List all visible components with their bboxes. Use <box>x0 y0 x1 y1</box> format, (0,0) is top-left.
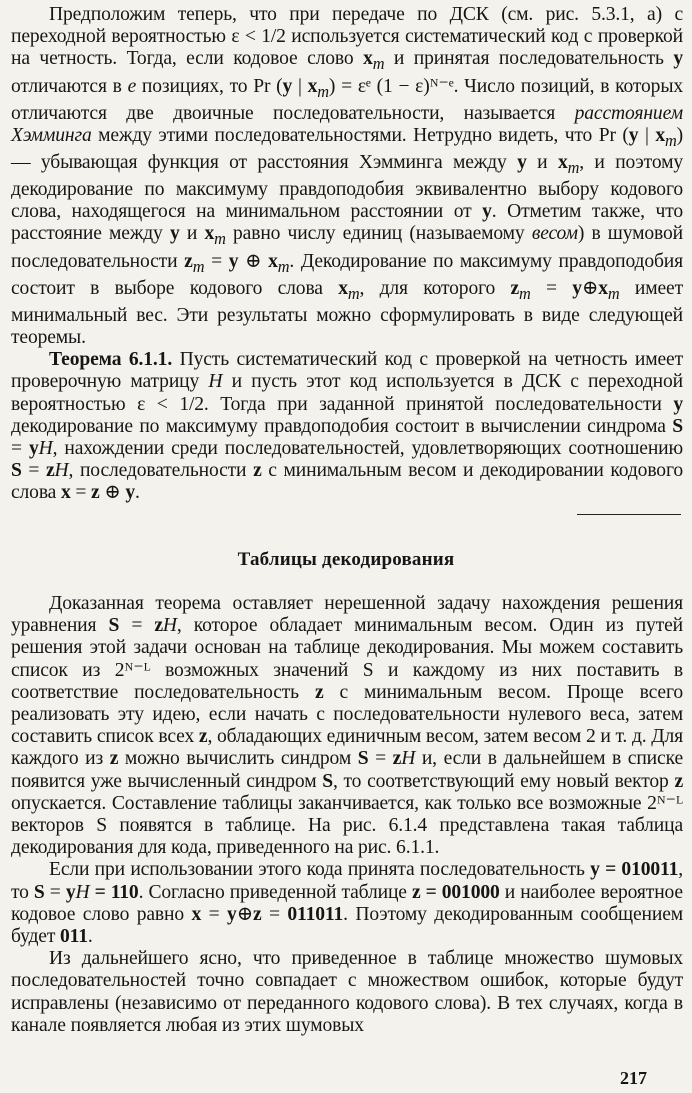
var-z: z <box>198 726 208 748</box>
var-y: y <box>628 124 639 146</box>
var-x: x <box>307 75 318 97</box>
sub-m: m <box>317 81 329 101</box>
text: , которое обладает минимальным весом. Один из путей решения этой задачи основан на таблице декодирования. Мы можем составить список из 2ᴺ⁻ᴸ возможных значений S и каждому из них поставить в соответствие последовательность <box>11 615 683 703</box>
var-x: x <box>598 277 608 299</box>
var-S: S <box>357 748 369 770</box>
sub-m: m <box>607 283 620 303</box>
xor-symbol: ⊕ <box>238 250 269 272</box>
text: опускается. Составление таблицы заканчивается, как только все возможные 2ᴺ⁻ᴸ векторов S появятся в таблице. На рис. 6.1.4 представлена такая таблица декодирования для кода, приведенного на рис. 6.1.1. <box>11 792 683 859</box>
term-hamming-distance: расстоянием Хэмминга <box>11 102 683 146</box>
xor-symbol: ⊕ <box>581 277 599 299</box>
var-x: x <box>204 223 215 245</box>
text: и пусть этот код используется в ДСК с переходной вероятностью ε < 1/2. Тогда при заданной принятой последовательности <box>11 371 683 415</box>
var-x: x <box>557 151 568 173</box>
var-y: y <box>65 881 76 903</box>
text: и <box>526 151 558 173</box>
var-H: H <box>401 748 416 770</box>
text: Пусть систематический код с проверкой на четность имеет проверочную матрицу <box>11 349 684 393</box>
var-e: e <box>127 75 137 97</box>
text: | <box>292 75 308 97</box>
received-sequence: y = 010011 <box>590 859 679 881</box>
text: Из дальнейшего ясно, что приведенное в таблице множество шумовых последовательностей точно совпадает с множеством ошибок, которые будут исправлены (независимо от переданного кодового слова). В тех случаях, когда в канале появляется любая из этих шумовых <box>11 948 683 1036</box>
text: , и поэтому декодирование по максимуму правдоподобия эквивалентно выбору кодового слова, находящегося на минимальном расстоянии от <box>11 151 683 223</box>
text: равно числу единиц (называемому <box>225 223 532 245</box>
var-z: z <box>314 681 324 703</box>
var-z: z <box>91 482 100 504</box>
var-z: z <box>154 615 163 637</box>
text: , последовательности <box>68 460 254 482</box>
var-z: z <box>184 250 193 272</box>
text: отличаются в <box>11 75 128 97</box>
text: = <box>530 277 573 299</box>
codeword-value: 011011 <box>287 903 344 925</box>
var-S: S <box>11 460 22 482</box>
var-S: S <box>322 770 333 792</box>
text: и наиболее вероятное кодовое слово равно <box>11 881 683 925</box>
text: . <box>87 926 93 948</box>
var-y: y <box>482 201 492 223</box>
text: и <box>179 223 205 245</box>
sub-m: m <box>214 229 226 249</box>
end-of-theorem-rule <box>577 514 681 515</box>
var-H: H <box>208 371 223 393</box>
text: можно вычислить синдром <box>118 748 358 770</box>
paragraph-hamming-distance <box>11 4 683 505</box>
text: , нахождении среди последовательностей, удовлетворяющих соотношению <box>52 438 683 459</box>
xor-symbol: ⊕ <box>99 482 126 504</box>
text: ) в шумовой последовательности <box>11 223 683 272</box>
text: с минимальным весом. Проще всего реализовать эту идею, если начать с последовательности нулевого веса, затем составить список всех <box>11 681 684 748</box>
xor-symbol: ⊕ <box>236 903 253 925</box>
text: = <box>11 438 29 459</box>
text: между этими последовательностями. Нетрудно видеть, что Pr ( <box>91 124 629 146</box>
var-x: x <box>268 250 278 272</box>
text: и принятая последовательность <box>384 48 674 70</box>
text: = <box>44 881 66 903</box>
text: = <box>201 903 228 925</box>
text: . Декодирование по максимуму правдоподобия состоит в выборе кодового слова <box>11 250 684 299</box>
section-heading: Таблицы декодирования <box>237 549 455 570</box>
var-S: S <box>108 615 120 637</box>
sub-m: m <box>567 157 580 177</box>
text: Предположим теперь, что при передаче по ДСК (см. рис. 5.3.1, а) с переходной вероятностью ε < 1/2 используется систематический код с проверкой на четность. Тогда, если кодовое слово <box>11 4 683 70</box>
var-y: y <box>28 438 39 459</box>
sub-m: m <box>664 130 677 150</box>
text: ) = εᵉ (1 − ε)ᴺ⁻ᵉ. Число позиций, в которых отличаются две двоичные последовательности, называется <box>11 75 683 124</box>
text: декодирование по максимуму правдоподобия состоит в вычислении синдрома <box>11 415 673 437</box>
var-z: z <box>252 903 262 925</box>
var-z: z <box>510 277 520 299</box>
paragraph-noise-set <box>11 948 683 1037</box>
var-y: y <box>572 277 582 299</box>
var-H: H <box>162 615 177 637</box>
sub-m: m <box>192 256 205 276</box>
syndrome-value: = 110 <box>89 881 139 903</box>
paragraph-text <box>11 4 683 349</box>
text: ) — убывающая функция от расстояния Хэмминга между <box>11 124 683 173</box>
var-y: y <box>169 223 180 245</box>
sub-m: m <box>519 283 531 303</box>
text: = <box>204 250 229 272</box>
text: . Отметим также, что расстояние между <box>11 201 683 245</box>
var-z: z <box>392 748 402 770</box>
noise-sequence: z = 001000 <box>411 881 500 903</box>
var-H: H <box>75 881 90 903</box>
var-x: x <box>191 903 202 925</box>
text: Доказанная теорема оставляет нерешенной задачу нахождения решения уравнения <box>11 593 683 637</box>
var-y: y <box>282 75 293 97</box>
var-H: H <box>54 460 69 482</box>
theorem-6-1-1 <box>11 349 683 504</box>
text: , обладающих единичным весом, затем весом 2 и т. д. Для каждого из <box>11 726 684 770</box>
var-y: y <box>673 393 683 415</box>
var-y: y <box>673 48 683 70</box>
term-weight: весом <box>531 223 578 245</box>
var-S: S <box>672 415 683 437</box>
var-y: y <box>517 151 527 173</box>
text: и, если в дальнейшем в списке появится уже вычисленный синдром <box>11 748 683 792</box>
var-x: x <box>60 482 71 504</box>
text: = <box>261 903 288 925</box>
text: = <box>70 482 92 504</box>
sub-m: m <box>347 283 360 303</box>
text: . <box>135 482 140 504</box>
text: Если при использовании этого кода принята последовательность <box>49 859 591 881</box>
paragraph-decoding-table <box>11 593 683 859</box>
text: , для которого <box>359 277 511 299</box>
text: = <box>119 615 155 637</box>
sub-m: m <box>277 256 290 276</box>
section-decoding-tables <box>11 593 683 1037</box>
var-x: x <box>338 277 348 299</box>
text: позициях, то Pr ( <box>136 75 283 97</box>
text: | <box>638 124 656 146</box>
text: с минимальным весом и декодировании кодового слова <box>11 460 683 504</box>
var-y: y <box>125 482 135 504</box>
text: имеет минимальный вес. Эти результаты можно сформулировать в виде следующей теоремы. <box>11 277 683 348</box>
text: . Поэтому декодированным сообщением будет <box>11 903 683 948</box>
theorem-label: Теорема 6.1.1. <box>49 349 173 371</box>
sub-m: m <box>372 54 385 74</box>
var-z: z <box>253 460 262 482</box>
var-x: x <box>655 124 665 146</box>
text: = <box>21 460 46 482</box>
text: . Согласно приведенной таблице <box>138 881 412 903</box>
paragraph-example <box>11 859 683 948</box>
var-z: z <box>109 748 119 770</box>
var-y: y <box>228 250 239 272</box>
text: , то <box>11 859 683 903</box>
var-z: z <box>674 770 683 792</box>
decoded-message: 011 <box>60 926 88 948</box>
text: , то соответствующий ему новый вектор <box>332 770 675 792</box>
text: = <box>368 748 393 770</box>
var-z: z <box>46 460 55 482</box>
var-x: x <box>363 48 373 70</box>
page-number: 217 <box>620 1068 647 1088</box>
var-y: y <box>227 903 237 925</box>
var-H: H <box>38 438 53 459</box>
var-S: S <box>33 881 45 903</box>
